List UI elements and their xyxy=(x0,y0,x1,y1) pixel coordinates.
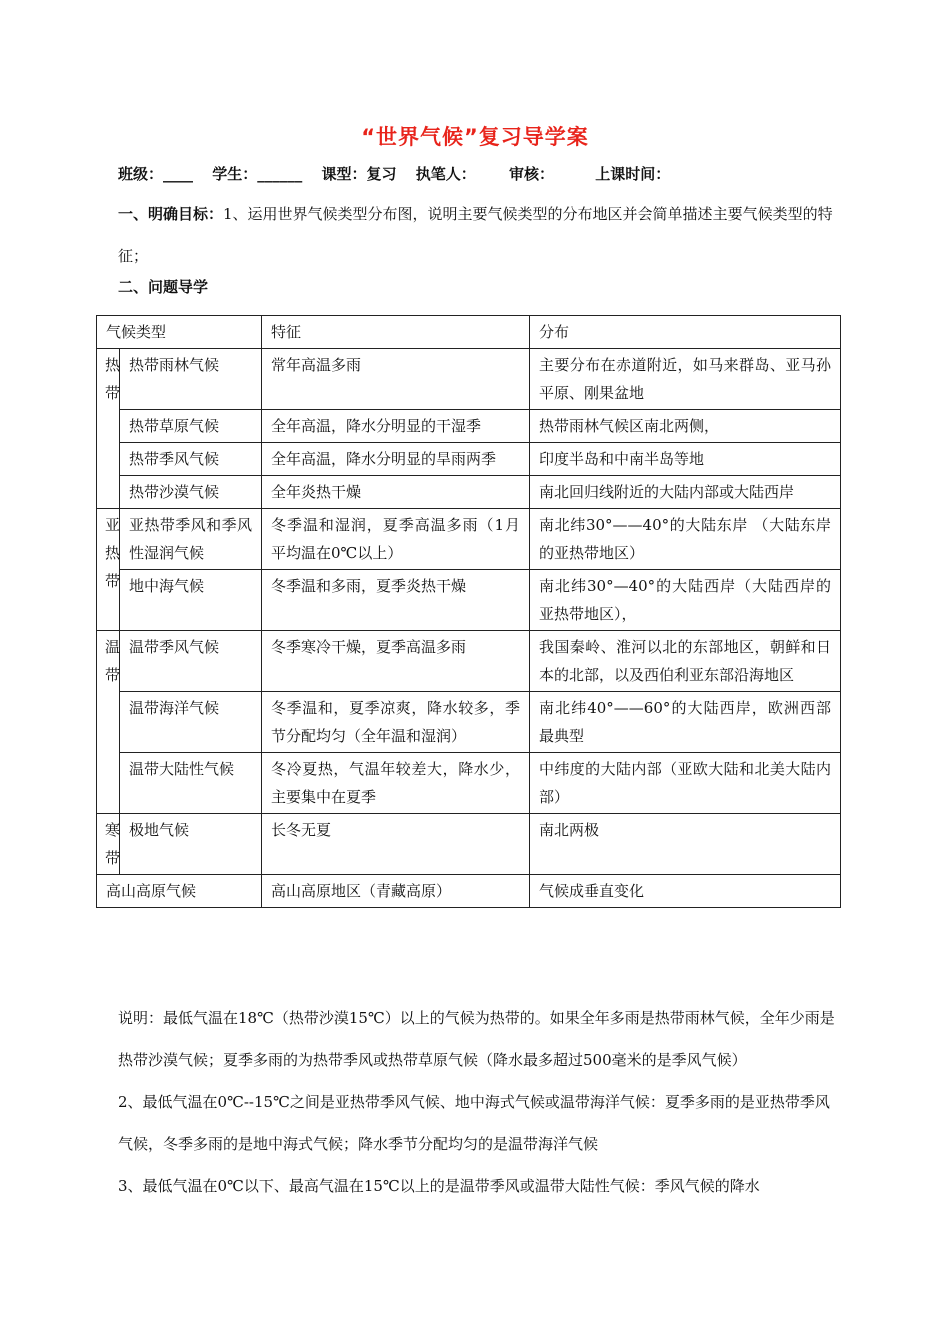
climate-distribution: 南北回归线附近的大陆内部或大陆西岸 xyxy=(530,476,841,509)
climate-feature: 全年炎热干燥 xyxy=(262,476,530,509)
climate-name: 热带雨林气候 xyxy=(120,349,262,410)
climate-name: 温带季风气候 xyxy=(120,631,262,692)
table-row xyxy=(97,570,841,631)
climate-feature: 常年高温多雨 xyxy=(262,349,530,410)
climate-distribution: 南北两极 xyxy=(530,814,841,875)
climate-feature: 冬季寒冷干燥，夏季高温多雨 xyxy=(262,631,530,692)
zone-tropical: 热带 xyxy=(97,349,120,509)
climate-name: 热带季风气候 xyxy=(120,443,262,476)
climate-distribution: 气候成垂直变化 xyxy=(530,875,841,908)
climate-name: 温带海洋气候 xyxy=(120,692,262,753)
climate-feature: 冬季温和湿润，夏季高温多雨（1月平均温在0℃以上） xyxy=(262,509,530,570)
climate-feature: 全年高温，降水分明显的旱雨两季 xyxy=(262,443,530,476)
table-row xyxy=(97,692,841,753)
table-row xyxy=(97,509,841,570)
goal-paragraph xyxy=(118,193,840,277)
zone-subtropical: 亚热带 xyxy=(97,509,120,631)
climate-distribution: 南北纬40°——60°的大陆西岸，欧洲西部最典型 xyxy=(530,692,841,753)
table-row xyxy=(97,410,841,443)
climate-feature: 长冬无夏 xyxy=(262,814,530,875)
goal-heading: 一、明确目标： xyxy=(118,205,224,223)
note-paragraph: 3、最低气温在0℃以下、最高气温在15℃以上的是温带季风或温带大陆性气候：季风气候的降水 xyxy=(118,1177,760,1195)
climate-name: 极地气候 xyxy=(120,814,262,875)
climate-distribution: 主要分布在赤道附近，如马来群岛、亚马孙平原、刚果盆地 xyxy=(530,349,841,410)
climate-distribution: 印度半岛和中南半岛等地 xyxy=(530,443,841,476)
meta-time: 上课时间： xyxy=(595,165,671,183)
table-row xyxy=(97,476,841,509)
meta-lesson-type: 课型：复习 xyxy=(321,165,397,183)
climate-table xyxy=(96,315,841,908)
meta-class: 班级：____ xyxy=(118,165,194,183)
zone-temperate: 温带 xyxy=(97,631,120,814)
zone-frigid: 寒带 xyxy=(97,814,120,875)
climate-feature: 全年高温，降水分明显的干湿季 xyxy=(262,410,530,443)
header-feature: 特征 xyxy=(262,316,530,349)
climate-feature: 冬季温和多雨，夏季炎热干燥 xyxy=(262,570,530,631)
header-climate-type: 气候类型 xyxy=(97,316,262,349)
climate-distribution: 热带雨林气候区南北两侧， xyxy=(530,410,841,443)
climate-name: 地中海气候 xyxy=(120,570,262,631)
table-header-row xyxy=(97,316,841,349)
page-title: “世界气候”复习导学案 xyxy=(361,125,589,149)
climate-feature: 冬冷夏热，气温年较差大，降水少，主要集中在夏季 xyxy=(262,753,530,814)
climate-feature: 冬季温和，夏季凉爽，降水较多，季节分配均匀（全年温和湿润） xyxy=(262,692,530,753)
notes-section xyxy=(118,997,840,1207)
climate-distribution: 我国秦岭、淮河以北的东部地区，朝鲜和日本的北部，以及西伯利亚东部沿海地区 xyxy=(530,631,841,692)
meta-student: 学生：______ xyxy=(212,165,303,183)
section-heading: 二、问题导学 xyxy=(118,278,209,296)
table-row xyxy=(97,349,841,410)
table-row xyxy=(97,875,841,908)
note-paragraph: 2、最低气温在0℃--15℃之间是亚热带季风气候、地中海式气候或温带海洋气候：夏季多雨的是亚热带季风气候，冬季多雨的是地中海式气候；降水季节分配均匀的是温带海洋气候 xyxy=(118,1093,830,1153)
climate-distribution: 中纬度的大陆内部（亚欧大陆和北美大陆内部） xyxy=(530,753,841,814)
climate-name: 热带沙漠气候 xyxy=(120,476,262,509)
table-row xyxy=(97,631,841,692)
climate-name: 热带草原气候 xyxy=(120,410,262,443)
meta-line xyxy=(118,163,684,184)
note-paragraph: 说明：最低气温在18℃（热带沙漠15℃）以上的气候为热带的。如果全年多雨是热带雨林气候，全年少雨是热带沙漠气候；夏季多雨的为热带季风或热带草原气候（降水最多超过500毫米的是季风气候） xyxy=(118,1009,835,1069)
climate-distribution: 南北纬30°—40°的大陆西岸（大陆西岸的亚热带地区）， xyxy=(530,570,841,631)
table-row xyxy=(97,443,841,476)
meta-author: 执笔人： xyxy=(415,165,476,183)
header-distribution: 分布 xyxy=(530,316,841,349)
climate-name: 亚热带季风和季风性湿润气候 xyxy=(120,509,262,570)
climate-name: 高山高原气候 xyxy=(97,875,262,908)
table-row xyxy=(97,814,841,875)
climate-distribution: 南北纬30°——40°的大陆东岸 （大陆东岸的亚热带地区） xyxy=(530,509,841,570)
goal-text: 1、运用世界气候类型分布图，说明主要气候类型的分布地区并会简单描述主要气候类型的特征； xyxy=(118,205,833,265)
climate-name: 温带大陆性气候 xyxy=(120,753,262,814)
climate-feature: 高山高原地区（青藏高原） xyxy=(262,875,530,908)
table-row xyxy=(97,753,841,814)
meta-reviewer: 审核： xyxy=(509,165,555,183)
